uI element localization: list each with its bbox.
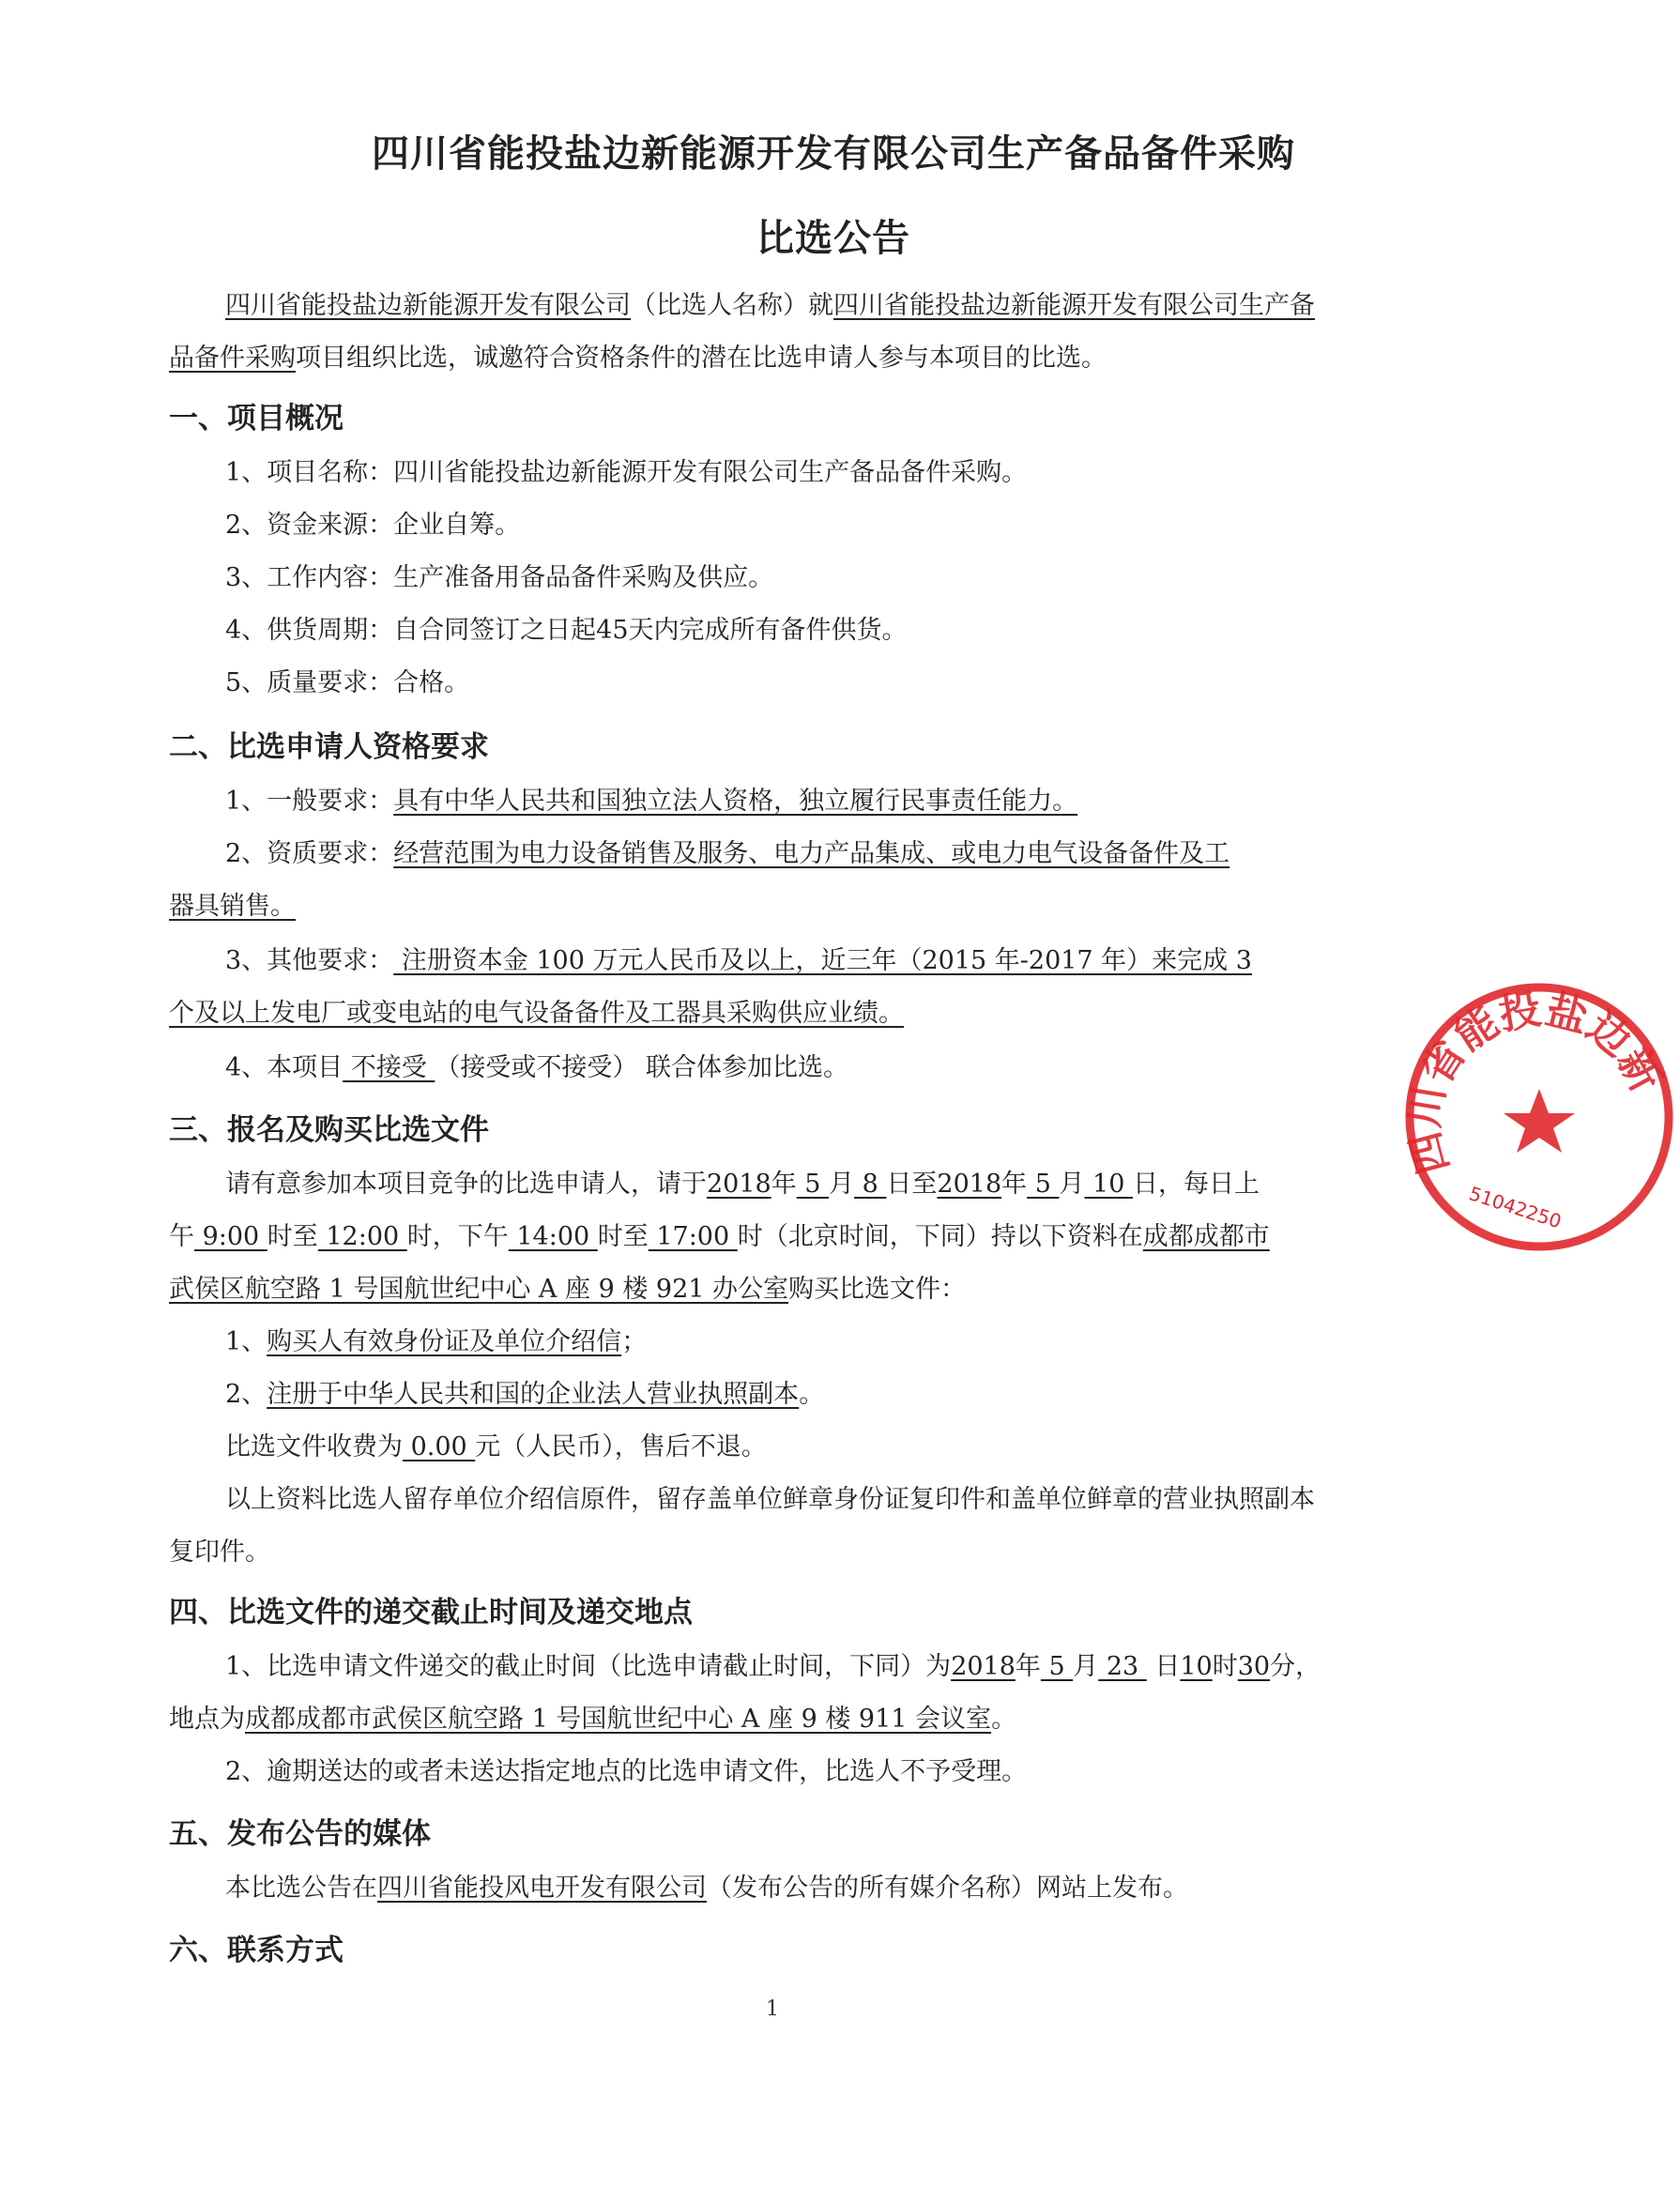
- reg-end-year: 2018: [937, 1170, 1002, 1199]
- deadline-minute: 30: [1237, 1652, 1271, 1681]
- am-end-time: 12:00: [317, 1222, 407, 1251]
- deadline-year: 2018: [951, 1652, 1016, 1681]
- nian-label: 年: [771, 1170, 797, 1199]
- sec3-item1-end: ；: [621, 1327, 648, 1356]
- ri-zhi-label: 日至: [886, 1170, 938, 1199]
- project-name-b: 品备件采购: [169, 344, 296, 373]
- sec4-p1: [225, 1648, 1474, 1686]
- sec2-item3-label: 3、其他要求：: [225, 946, 394, 975]
- fee-suffix: 元（人民币），售后不退。: [475, 1432, 767, 1461]
- pm-end-time: 17:00: [648, 1222, 738, 1251]
- media-name: 四川省能投风电开发有限公司: [377, 1874, 707, 1903]
- nian-label: 年: [1001, 1170, 1028, 1199]
- sec3-p1: [225, 1166, 1474, 1203]
- submit-place: 成都成都市武侯区航空路 1 号国航世纪中心 A 座 9 楼 911 会议室: [245, 1705, 992, 1734]
- pm-start-time: 14:00: [508, 1222, 598, 1251]
- sec3-p3: [169, 1271, 1417, 1308]
- sec3-p2-b: 时，下午: [406, 1222, 509, 1251]
- shi-zhi-label: 时至: [597, 1222, 649, 1251]
- am-start-time: 9:00: [194, 1222, 267, 1251]
- reg-start-year: 2018: [707, 1170, 771, 1199]
- section-heading-1: 一、项目概况: [169, 402, 344, 436]
- shi-label: 时: [1212, 1652, 1238, 1681]
- sec3-item1-num: 1、: [225, 1327, 267, 1356]
- seal-text: 四川省能投盐边新: [1400, 985, 1671, 1179]
- sec5-p: [225, 1870, 1474, 1907]
- sec2-item3-value-b: 个及以上发电厂或变电站的电气设备备件及工器具采购供应业绩。: [169, 999, 904, 1028]
- intro-text2: 项目组织比选，诚邀符合资格条件的潜在比选申请人参与本项目的比选。: [296, 344, 1107, 373]
- yue-label: 月: [1059, 1170, 1085, 1199]
- yue-label: 月: [829, 1170, 855, 1199]
- sec2-item1-value: 具有中华人民共和国独立法人资格，独立履行民事责任能力。: [393, 787, 1078, 816]
- svg-text:四川省能投盐边新: [1400, 986, 1670, 1179]
- sec2-item4: [225, 1049, 1474, 1087]
- sec3-p3-b: 购买比选文件：: [788, 1275, 967, 1304]
- intro-line2: [169, 340, 1417, 377]
- sec2-item3: [225, 942, 1474, 980]
- sec3-note-line2: 复印件。: [169, 1538, 270, 1567]
- sec5-p-a: 本比选公告在: [225, 1874, 377, 1903]
- sec1-item: 2、资金来源：企业自筹。: [225, 511, 521, 540]
- fee-label: 比选文件收费为: [225, 1432, 403, 1461]
- sec3-item2-text: 注册于中华人民共和国的企业法人营业执照副本: [267, 1380, 800, 1409]
- sec2-item3-value-a: 注册资本金 100 万元人民币及以上，近三年（2015 年-2017 年）来完成 3: [393, 946, 1252, 975]
- seal-star-icon: [1504, 1089, 1575, 1153]
- reg-end-month: 5: [1027, 1170, 1060, 1199]
- sec1-item: 4、供货周期：自合同签订之日起45天内完成所有备件供货。: [225, 616, 908, 645]
- sec1-item: 5、质量要求：合格。: [225, 668, 470, 697]
- reg-start-month: 5: [796, 1170, 830, 1199]
- project-name-a: 四川省能投盐边新能源开发有限公司生产备: [833, 291, 1315, 320]
- sec3-item2: [225, 1376, 1474, 1414]
- page-number: 1: [766, 1997, 779, 2021]
- section-heading-2: 二、比选申请人资格要求: [169, 730, 489, 764]
- sec4-p1-a: 1、比选申请文件递交的截止时间（比选申请截止时间，下同）为: [225, 1652, 952, 1681]
- sec2-item2-cont: [169, 888, 1417, 926]
- sec2-item2-value-a: 经营范围为电力设备销售及服务、电力产品集成、或电力电气设备备件及工: [393, 839, 1230, 868]
- intro-line1: [225, 287, 1474, 325]
- sec2-item2: [225, 835, 1474, 873]
- reg-start-day: 8: [854, 1170, 887, 1199]
- section-heading-4: 四、比选文件的递交截止时间及递交地点: [169, 1596, 693, 1630]
- deadline-month: 5: [1040, 1652, 1074, 1681]
- sec2-item3-cont: [169, 995, 1417, 1033]
- deadline-hour: 10: [1180, 1652, 1213, 1681]
- sec3-fee: [225, 1429, 1474, 1466]
- sec1-item: 3、工作内容：生产准备用备品备件采购及供应。: [225, 563, 774, 592]
- sec1-item: 1、项目名称：四川省能投盐边新能源开发有限公司生产备品备件采购。: [225, 458, 1028, 487]
- sec2-item4-a: 4、本项目: [225, 1053, 344, 1082]
- shi-zhi-label: 时至: [267, 1222, 318, 1251]
- fen-label: 分，: [1270, 1652, 1321, 1681]
- yue-label: 月: [1073, 1652, 1099, 1681]
- sec3-p1-a: 请有意参加本项目竞争的比选申请人，请于: [225, 1170, 707, 1199]
- section-heading-3: 三、报名及购买比选文件: [169, 1113, 489, 1147]
- sec4-p2-b: 。: [991, 1705, 1017, 1734]
- sec4-p2: [169, 1701, 1417, 1738]
- sec2-item1: [225, 783, 1474, 820]
- sec3-note-line1: 以上资料比选人留存单位介绍信原件，留存盖单位鲜章身份证复印件和盖单位鲜章的营业执照副本: [225, 1485, 1315, 1514]
- intro-text1: （比选人名称）就: [631, 291, 833, 320]
- sec3-item1-text: 购买人有效身份证及单位介绍信: [267, 1327, 622, 1356]
- reg-place-b: 武侯区航空路 1 号国航世纪中心 A 座 9 楼 921 办公室: [169, 1275, 789, 1304]
- document-title-line1: 四川省能投盐边新能源开发有限公司生产备品备件采购: [372, 132, 1295, 176]
- sec5-p-b: （发布公告的所有媒介名称）网站上发布。: [707, 1874, 1188, 1903]
- sec3-item2-end: 。: [799, 1380, 825, 1409]
- nian-label: 年: [1015, 1652, 1041, 1681]
- sec3-p2-a: 午: [169, 1222, 194, 1251]
- sec4-p2-a: 地点为: [169, 1705, 245, 1734]
- reg-end-day: 10: [1084, 1170, 1133, 1199]
- seal-code: 51042250: [1466, 1182, 1565, 1233]
- bidder-name: 四川省能投盐边新能源开发有限公司: [225, 291, 631, 320]
- sec3-item2-num: 2、: [225, 1380, 267, 1409]
- sec3-p2: [169, 1218, 1417, 1256]
- reg-place-a: 成都成都市: [1142, 1222, 1270, 1251]
- sec2-item2-label: 2、资质要求：: [225, 839, 394, 868]
- sec2-item1-label: 1、一般要求：: [225, 787, 394, 816]
- sec3-item1: [225, 1324, 1474, 1361]
- sec3-p1-b: 日，每日上: [1133, 1170, 1260, 1199]
- sec4-item2: 2、逾期送达的或者未送达指定地点的比选申请文件，比选人不予受理。: [225, 1757, 1028, 1786]
- sec3-p2-c: 时（北京时间，下同）持以下资料在: [737, 1222, 1143, 1251]
- section-heading-6: 六、联系方式: [169, 1934, 344, 1967]
- document-title-line2: 比选公告: [756, 217, 910, 260]
- company-seal-stamp: [1398, 976, 1680, 1258]
- deadline-day: 23: [1098, 1652, 1147, 1681]
- fee-value: 0.00: [403, 1432, 476, 1461]
- section-heading-5: 五、发布公告的媒体: [169, 1817, 431, 1851]
- sec2-item4-b: （接受或不接受） 联合体参加比选。: [435, 1053, 848, 1082]
- ri-label: 日: [1146, 1652, 1181, 1681]
- sec2-item2-value-b: 器具销售。: [169, 892, 296, 921]
- consortium-value: 不接受: [343, 1053, 435, 1082]
